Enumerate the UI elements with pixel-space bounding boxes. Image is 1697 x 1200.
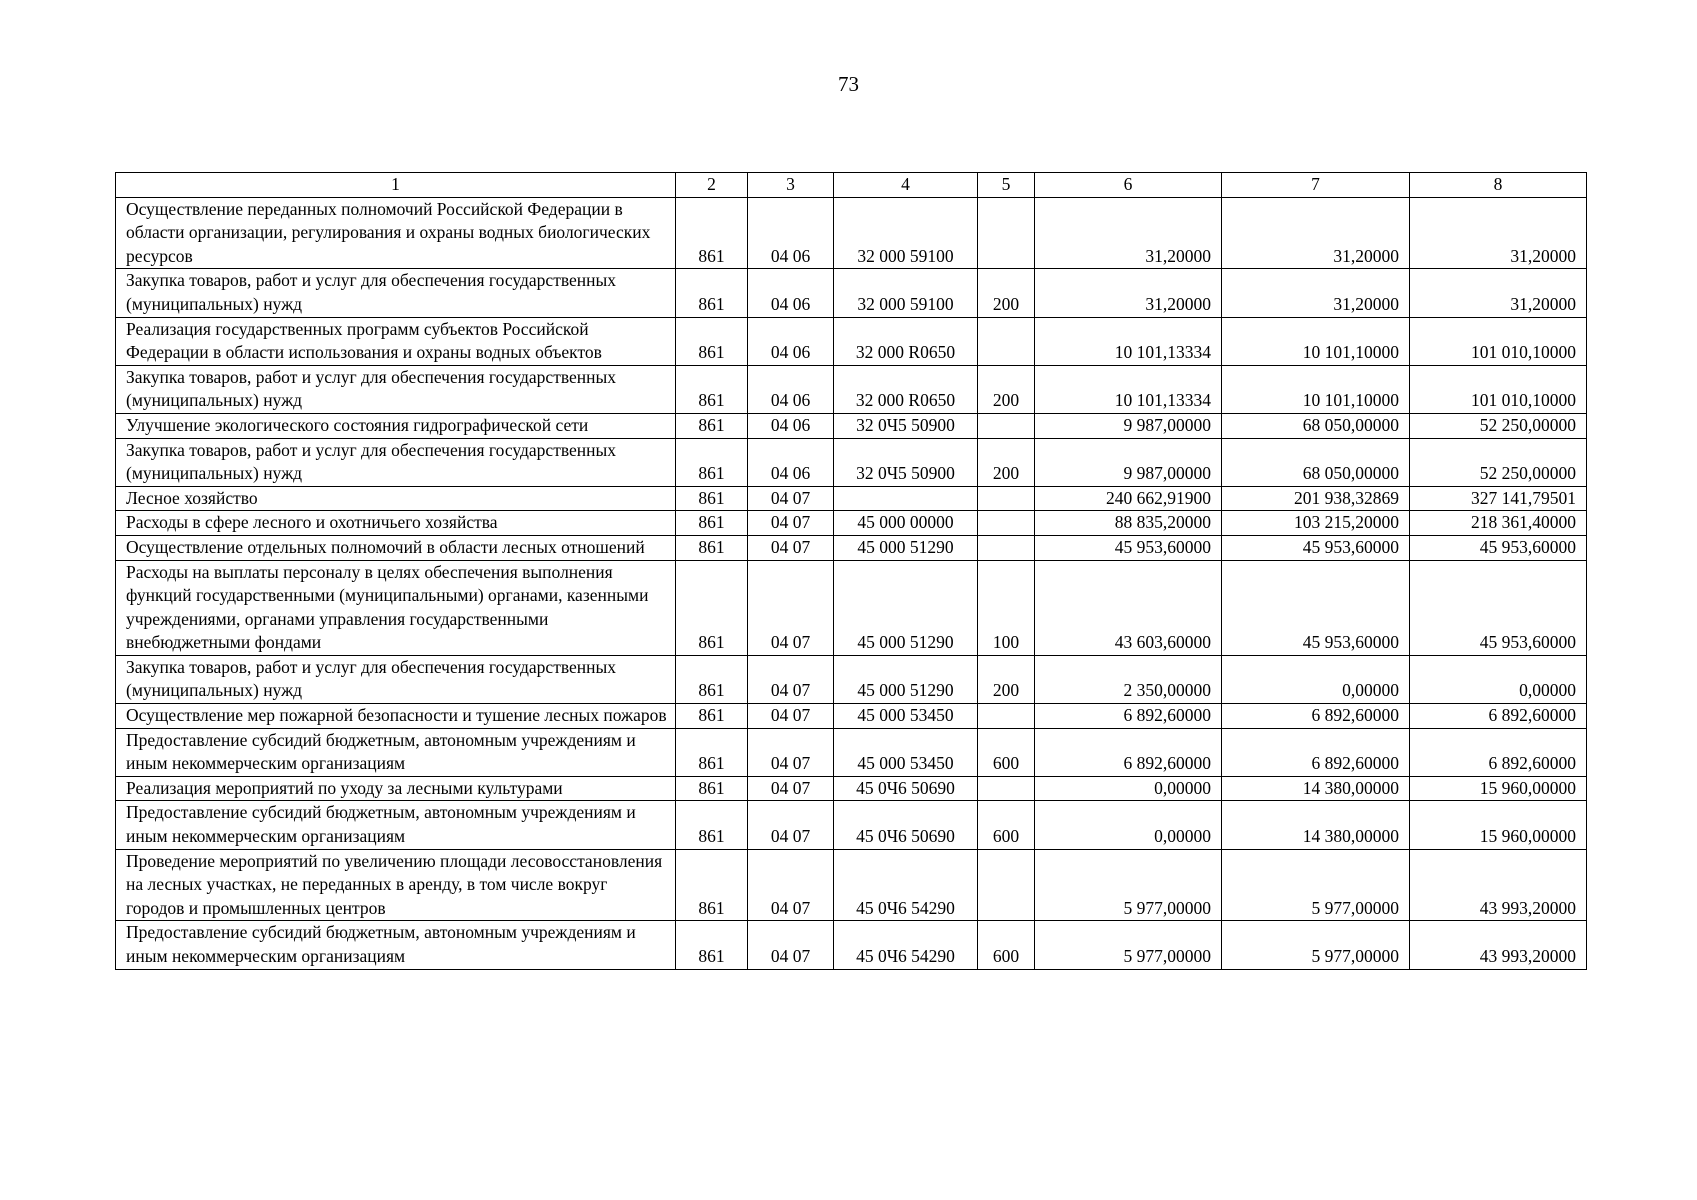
- row-section-code-cell: 04 07: [748, 801, 834, 849]
- row-name-cell: Улучшение экологического состояния гидрографической сети: [116, 413, 676, 438]
- row-target-code-cell: 45 000 00000: [834, 511, 978, 536]
- row-admin-code-cell: 861: [676, 317, 748, 365]
- row-amount-7-cell: 6 892,60000: [1222, 728, 1410, 776]
- row-amount-7-cell: 10 101,10000: [1222, 365, 1410, 413]
- row-target-code-cell: 32 000 R0650: [834, 317, 978, 365]
- table-row: [116, 704, 1587, 729]
- row-target-code-cell: 45 000 51290: [834, 560, 978, 655]
- row-admin-code-cell: 861: [676, 438, 748, 486]
- row-expense-type-cell: [978, 486, 1035, 511]
- row-amount-8-cell: 45 953,60000: [1410, 560, 1587, 655]
- row-expense-type-cell: 200: [978, 438, 1035, 486]
- row-expense-type-cell: [978, 511, 1035, 536]
- budget-table: [115, 172, 1587, 970]
- table-row: [116, 486, 1587, 511]
- row-amount-8-cell: 218 361,40000: [1410, 511, 1587, 536]
- header-cell-1: 1: [116, 173, 676, 198]
- header-cell-6: 6: [1035, 173, 1222, 198]
- row-target-code-cell: 45 000 53450: [834, 704, 978, 729]
- row-amount-7-cell: 68 050,00000: [1222, 413, 1410, 438]
- row-amount-7-cell: 14 380,00000: [1222, 801, 1410, 849]
- row-section-code-cell: 04 07: [748, 560, 834, 655]
- row-admin-code-cell: 861: [676, 269, 748, 317]
- row-section-code-cell: 04 07: [748, 849, 834, 921]
- table-row: [116, 269, 1587, 317]
- row-amount-6-cell: 0,00000: [1035, 776, 1222, 801]
- row-section-code-cell: 04 06: [748, 438, 834, 486]
- row-target-code-cell: 32 000 59100: [834, 269, 978, 317]
- row-admin-code-cell: 861: [676, 728, 748, 776]
- header-cell-2: 2: [676, 173, 748, 198]
- row-section-code-cell: 04 07: [748, 921, 834, 969]
- table-row: [116, 921, 1587, 969]
- row-section-code-cell: 04 07: [748, 535, 834, 560]
- row-admin-code-cell: 861: [676, 365, 748, 413]
- table-row: [116, 776, 1587, 801]
- row-amount-6-cell: 88 835,20000: [1035, 511, 1222, 536]
- row-amount-8-cell: 43 993,20000: [1410, 921, 1587, 969]
- row-section-code-cell: 04 06: [748, 317, 834, 365]
- row-target-code-cell: 45 000 51290: [834, 535, 978, 560]
- row-admin-code-cell: 861: [676, 921, 748, 969]
- row-admin-code-cell: 861: [676, 704, 748, 729]
- row-amount-7-cell: 68 050,00000: [1222, 438, 1410, 486]
- row-admin-code-cell: 861: [676, 655, 748, 703]
- row-target-code-cell: 45 0Ч6 50690: [834, 776, 978, 801]
- row-amount-6-cell: 9 987,00000: [1035, 413, 1222, 438]
- row-admin-code-cell: 861: [676, 801, 748, 849]
- row-amount-8-cell: 15 960,00000: [1410, 776, 1587, 801]
- row-expense-type-cell: [978, 317, 1035, 365]
- row-expense-type-cell: [978, 704, 1035, 729]
- row-amount-7-cell: 31,20000: [1222, 197, 1410, 269]
- row-name-cell: Проведение мероприятий по увеличению площади лесовосстановления на лесных участках, не переданных в аренду, в том числе вокруг городов и промышленных центров: [116, 849, 676, 921]
- row-amount-8-cell: 327 141,79501: [1410, 486, 1587, 511]
- row-amount-6-cell: 240 662,91900: [1035, 486, 1222, 511]
- row-amount-7-cell: 14 380,00000: [1222, 776, 1410, 801]
- header-cell-3: 3: [748, 173, 834, 198]
- table-row: [116, 511, 1587, 536]
- row-name-cell: Предоставление субсидий бюджетным, автономным учреждениям и иным некоммерческим организациям: [116, 921, 676, 969]
- row-name-cell: Предоставление субсидий бюджетным, автономным учреждениям и иным некоммерческим организациям: [116, 728, 676, 776]
- row-name-cell: Расходы в сфере лесного и охотничьего хозяйства: [116, 511, 676, 536]
- table-row: [116, 801, 1587, 849]
- row-amount-7-cell: 201 938,32869: [1222, 486, 1410, 511]
- row-amount-7-cell: 103 215,20000: [1222, 511, 1410, 536]
- table-row: [116, 365, 1587, 413]
- row-amount-6-cell: 10 101,13334: [1035, 317, 1222, 365]
- row-target-code-cell: 32 0Ч5 50900: [834, 413, 978, 438]
- row-amount-6-cell: 43 603,60000: [1035, 560, 1222, 655]
- row-target-code-cell: 45 0Ч6 50690: [834, 801, 978, 849]
- row-expense-type-cell: 200: [978, 365, 1035, 413]
- row-amount-6-cell: 6 892,60000: [1035, 728, 1222, 776]
- header-cell-5: 5: [978, 173, 1035, 198]
- row-section-code-cell: 04 06: [748, 365, 834, 413]
- row-amount-6-cell: 9 987,00000: [1035, 438, 1222, 486]
- row-name-cell: Осуществление отдельных полномочий в области лесных отношений: [116, 535, 676, 560]
- row-name-cell: Расходы на выплаты персоналу в целях обеспечения выполнения функций государственными (муниципальными) органами, казенными учреждениями, органами управления государственными внебюджетными фондами: [116, 560, 676, 655]
- row-expense-type-cell: 600: [978, 728, 1035, 776]
- row-amount-8-cell: 31,20000: [1410, 197, 1587, 269]
- row-amount-7-cell: 45 953,60000: [1222, 560, 1410, 655]
- row-section-code-cell: 04 06: [748, 269, 834, 317]
- row-expense-type-cell: 200: [978, 269, 1035, 317]
- row-target-code-cell: 45 0Ч6 54290: [834, 849, 978, 921]
- row-section-code-cell: 04 06: [748, 197, 834, 269]
- row-amount-6-cell: 31,20000: [1035, 197, 1222, 269]
- table-row: [116, 535, 1587, 560]
- row-name-cell: Закупка товаров, работ и услуг для обеспечения государственных (муниципальных) нужд: [116, 365, 676, 413]
- row-amount-6-cell: 0,00000: [1035, 801, 1222, 849]
- row-amount-8-cell: 43 993,20000: [1410, 849, 1587, 921]
- row-amount-6-cell: 6 892,60000: [1035, 704, 1222, 729]
- row-target-code-cell: 32 000 59100: [834, 197, 978, 269]
- row-expense-type-cell: 600: [978, 801, 1035, 849]
- row-name-cell: Осуществление мер пожарной безопасности и тушение лесных пожаров: [116, 704, 676, 729]
- row-amount-6-cell: 45 953,60000: [1035, 535, 1222, 560]
- row-expense-type-cell: [978, 197, 1035, 269]
- row-section-code-cell: 04 06: [748, 413, 834, 438]
- table-row: [116, 413, 1587, 438]
- row-target-code-cell: 32 0Ч5 50900: [834, 438, 978, 486]
- row-name-cell: Осуществление переданных полномочий Российской Федерации в области организации, регулирования и охраны водных биологических ресурсов: [116, 197, 676, 269]
- row-expense-type-cell: [978, 849, 1035, 921]
- table-row: [116, 317, 1587, 365]
- row-target-code-cell: 45 0Ч6 54290: [834, 921, 978, 969]
- row-admin-code-cell: 861: [676, 413, 748, 438]
- row-section-code-cell: 04 07: [748, 655, 834, 703]
- row-section-code-cell: 04 07: [748, 511, 834, 536]
- row-amount-7-cell: 10 101,10000: [1222, 317, 1410, 365]
- row-amount-8-cell: 52 250,00000: [1410, 438, 1587, 486]
- row-name-cell: Реализация государственных программ субъектов Российской Федерации в области использования и охраны водных объектов: [116, 317, 676, 365]
- row-amount-8-cell: 15 960,00000: [1410, 801, 1587, 849]
- header-row: [116, 173, 1587, 198]
- row-amount-8-cell: 6 892,60000: [1410, 728, 1587, 776]
- row-expense-type-cell: [978, 413, 1035, 438]
- row-amount-6-cell: 10 101,13334: [1035, 365, 1222, 413]
- row-amount-7-cell: 45 953,60000: [1222, 535, 1410, 560]
- row-amount-7-cell: 5 977,00000: [1222, 921, 1410, 969]
- row-expense-type-cell: 100: [978, 560, 1035, 655]
- page-number: 73: [838, 72, 859, 96]
- row-amount-6-cell: 31,20000: [1035, 269, 1222, 317]
- table-row: [116, 560, 1587, 655]
- row-name-cell: Закупка товаров, работ и услуг для обеспечения государственных (муниципальных) нужд: [116, 655, 676, 703]
- row-amount-7-cell: 5 977,00000: [1222, 849, 1410, 921]
- row-admin-code-cell: 861: [676, 776, 748, 801]
- row-name-cell: Закупка товаров, работ и услуг для обеспечения государственных (муниципальных) нужд: [116, 269, 676, 317]
- row-target-code-cell: [834, 486, 978, 511]
- row-admin-code-cell: 861: [676, 849, 748, 921]
- row-admin-code-cell: 861: [676, 535, 748, 560]
- row-name-cell: Лесное хозяйство: [116, 486, 676, 511]
- row-amount-8-cell: 45 953,60000: [1410, 535, 1587, 560]
- row-target-code-cell: 45 000 53450: [834, 728, 978, 776]
- table-row: [116, 728, 1587, 776]
- row-amount-8-cell: 101 010,10000: [1410, 317, 1587, 365]
- row-admin-code-cell: 861: [676, 511, 748, 536]
- row-name-cell: Реализация мероприятий по уходу за лесными культурами: [116, 776, 676, 801]
- row-section-code-cell: 04 07: [748, 704, 834, 729]
- row-amount-7-cell: 31,20000: [1222, 269, 1410, 317]
- row-name-cell: Предоставление субсидий бюджетным, автономным учреждениям и иным некоммерческим организациям: [116, 801, 676, 849]
- header-cell-4: 4: [834, 173, 978, 198]
- row-section-code-cell: 04 07: [748, 728, 834, 776]
- row-admin-code-cell: 861: [676, 486, 748, 511]
- row-expense-type-cell: [978, 776, 1035, 801]
- table-row: [116, 438, 1587, 486]
- row-amount-7-cell: 0,00000: [1222, 655, 1410, 703]
- row-amount-6-cell: 5 977,00000: [1035, 921, 1222, 969]
- row-expense-type-cell: 600: [978, 921, 1035, 969]
- row-amount-8-cell: 101 010,10000: [1410, 365, 1587, 413]
- row-amount-6-cell: 2 350,00000: [1035, 655, 1222, 703]
- row-target-code-cell: 45 000 51290: [834, 655, 978, 703]
- table-row: [116, 197, 1587, 269]
- row-admin-code-cell: 861: [676, 197, 748, 269]
- row-target-code-cell: 32 000 R0650: [834, 365, 978, 413]
- header-cell-8: 8: [1410, 173, 1587, 198]
- row-expense-type-cell: 200: [978, 655, 1035, 703]
- row-amount-8-cell: 0,00000: [1410, 655, 1587, 703]
- row-amount-6-cell: 5 977,00000: [1035, 849, 1222, 921]
- row-expense-type-cell: [978, 535, 1035, 560]
- row-name-cell: Закупка товаров, работ и услуг для обеспечения государственных (муниципальных) нужд: [116, 438, 676, 486]
- row-admin-code-cell: 861: [676, 560, 748, 655]
- row-amount-8-cell: 31,20000: [1410, 269, 1587, 317]
- row-amount-8-cell: 6 892,60000: [1410, 704, 1587, 729]
- row-amount-7-cell: 6 892,60000: [1222, 704, 1410, 729]
- row-section-code-cell: 04 07: [748, 486, 834, 511]
- table-row: [116, 655, 1587, 703]
- header-cell-7: 7: [1222, 173, 1410, 198]
- table-row: [116, 849, 1587, 921]
- row-amount-8-cell: 52 250,00000: [1410, 413, 1587, 438]
- row-section-code-cell: 04 07: [748, 776, 834, 801]
